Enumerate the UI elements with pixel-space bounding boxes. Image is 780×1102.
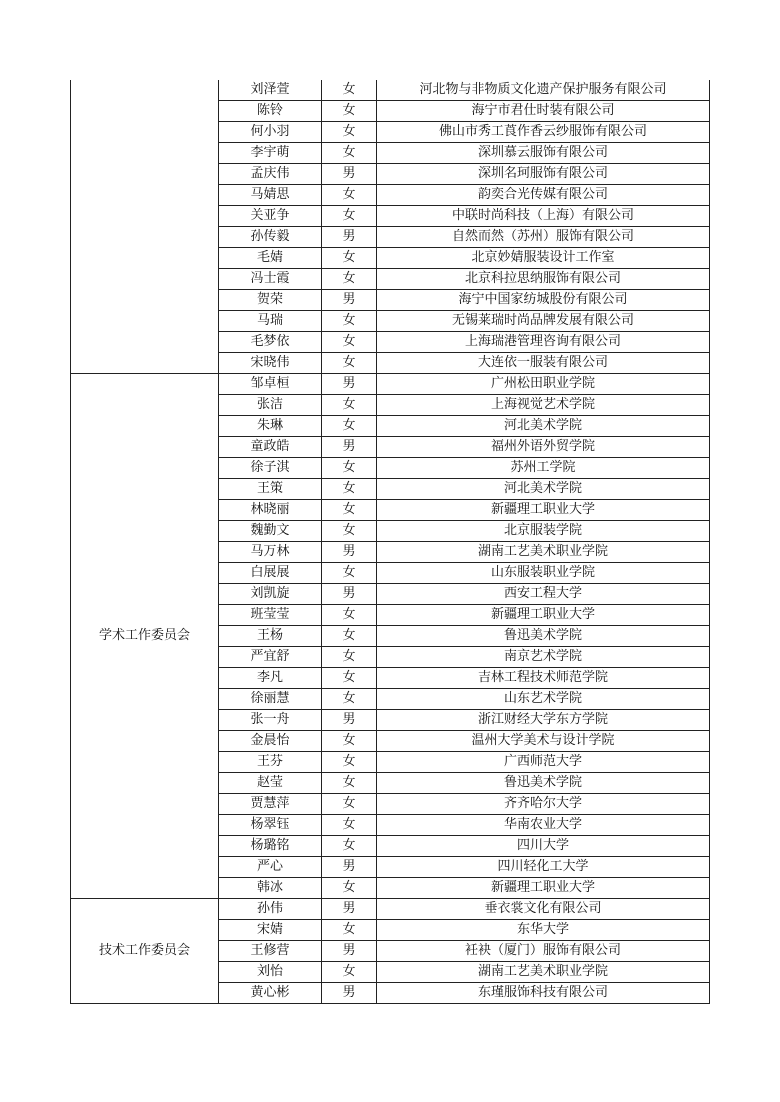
member-org-cell: 自然而然（苏州）服饰有限公司 bbox=[377, 227, 710, 248]
member-org-cell: 新疆理工职业大学 bbox=[377, 605, 710, 626]
member-sex-cell: 男 bbox=[322, 164, 377, 185]
member-org-cell: 上海视觉艺术学院 bbox=[377, 395, 710, 416]
member-sex-cell: 女 bbox=[322, 647, 377, 668]
member-name-cell: 邹卓桓 bbox=[219, 374, 322, 395]
member-sex-cell: 女 bbox=[322, 416, 377, 437]
member-name-cell: 张一舟 bbox=[219, 710, 322, 731]
member-name-cell: 李凡 bbox=[219, 668, 322, 689]
member-org-cell: 新疆理工职业大学 bbox=[377, 878, 710, 899]
member-org-cell: 四川大学 bbox=[377, 836, 710, 857]
member-org-cell: 湖南工艺美术职业学院 bbox=[377, 542, 710, 563]
member-sex-cell: 女 bbox=[322, 920, 377, 941]
member-name-cell: 关亚争 bbox=[219, 206, 322, 227]
member-name-cell: 刘怡 bbox=[219, 962, 322, 983]
member-sex-cell: 女 bbox=[322, 521, 377, 542]
member-org-cell: 佛山市秀工莨作香云纱服饰有限公司 bbox=[377, 122, 710, 143]
committee-cell bbox=[71, 80, 219, 374]
member-org-cell: 河北美术学院 bbox=[377, 479, 710, 500]
committee-cell: 技术工作委员会 bbox=[71, 899, 219, 1004]
member-sex-cell: 女 bbox=[322, 836, 377, 857]
member-sex-cell: 男 bbox=[322, 542, 377, 563]
table-row bbox=[71, 80, 710, 101]
member-sex-cell: 女 bbox=[322, 353, 377, 374]
member-sex-cell: 女 bbox=[322, 752, 377, 773]
member-sex-cell: 女 bbox=[322, 248, 377, 269]
member-org-cell: 海宁市君仕时装有限公司 bbox=[377, 101, 710, 122]
member-sex-cell: 女 bbox=[322, 731, 377, 752]
member-org-cell: 深圳慕云服饰有限公司 bbox=[377, 143, 710, 164]
member-name-cell: 贾慧萍 bbox=[219, 794, 322, 815]
member-org-cell: 韵奕合光传媒有限公司 bbox=[377, 185, 710, 206]
member-name-cell: 毛梦依 bbox=[219, 332, 322, 353]
member-sex-cell: 女 bbox=[322, 626, 377, 647]
member-name-cell: 宋晓伟 bbox=[219, 353, 322, 374]
member-sex-cell: 女 bbox=[322, 479, 377, 500]
member-name-cell: 金晨怡 bbox=[219, 731, 322, 752]
member-org-cell: 鲁迅美术学院 bbox=[377, 773, 710, 794]
member-org-cell: 鲁迅美术学院 bbox=[377, 626, 710, 647]
member-sex-cell: 女 bbox=[322, 773, 377, 794]
member-sex-cell: 女 bbox=[322, 80, 377, 101]
member-sex-cell: 男 bbox=[322, 710, 377, 731]
member-sex-cell: 女 bbox=[322, 332, 377, 353]
member-name-cell: 杨翠钰 bbox=[219, 815, 322, 836]
member-sex-cell: 女 bbox=[322, 143, 377, 164]
member-org-cell: 无锡莱瑞时尚品牌发展有限公司 bbox=[377, 311, 710, 332]
member-org-cell: 湖南工艺美术职业学院 bbox=[377, 962, 710, 983]
member-org-cell: 西安工程大学 bbox=[377, 584, 710, 605]
member-sex-cell: 女 bbox=[322, 269, 377, 290]
member-name-cell: 冯士霞 bbox=[219, 269, 322, 290]
member-sex-cell: 男 bbox=[322, 290, 377, 311]
member-org-cell: 东华大学 bbox=[377, 920, 710, 941]
member-name-cell: 班莹莹 bbox=[219, 605, 322, 626]
member-name-cell: 张洁 bbox=[219, 395, 322, 416]
member-org-cell: 中联时尚科技（上海）有限公司 bbox=[377, 206, 710, 227]
member-sex-cell: 女 bbox=[322, 206, 377, 227]
member-name-cell: 朱琳 bbox=[219, 416, 322, 437]
member-org-cell: 东瑾服饰科技有限公司 bbox=[377, 983, 710, 1004]
member-sex-cell: 女 bbox=[322, 101, 377, 122]
member-org-cell: 温州大学美术与设计学院 bbox=[377, 731, 710, 752]
member-name-cell: 刘凯旋 bbox=[219, 584, 322, 605]
member-org-cell: 上海瑞港管理咨询有限公司 bbox=[377, 332, 710, 353]
member-name-cell: 韩冰 bbox=[219, 878, 322, 899]
member-org-cell: 南京艺术学院 bbox=[377, 647, 710, 668]
member-name-cell: 赵莹 bbox=[219, 773, 322, 794]
member-org-cell: 垂衣裳文化有限公司 bbox=[377, 899, 710, 920]
member-name-cell: 孟庆伟 bbox=[219, 164, 322, 185]
member-org-cell: 浙江财经大学东方学院 bbox=[377, 710, 710, 731]
member-sex-cell: 男 bbox=[322, 584, 377, 605]
member-name-cell: 马万林 bbox=[219, 542, 322, 563]
member-org-cell: 吉林工程技术师范学院 bbox=[377, 668, 710, 689]
member-name-cell: 陈铃 bbox=[219, 101, 322, 122]
member-org-cell: 福州外语外贸学院 bbox=[377, 437, 710, 458]
member-org-cell: 北京科拉思纳服饰有限公司 bbox=[377, 269, 710, 290]
member-org-cell: 广西师范大学 bbox=[377, 752, 710, 773]
member-name-cell: 李宇萌 bbox=[219, 143, 322, 164]
member-name-cell: 王修营 bbox=[219, 941, 322, 962]
member-sex-cell: 女 bbox=[322, 668, 377, 689]
member-org-cell: 河北美术学院 bbox=[377, 416, 710, 437]
member-org-cell: 衽袂（厦门）服饰有限公司 bbox=[377, 941, 710, 962]
member-name-cell: 何小羽 bbox=[219, 122, 322, 143]
member-org-cell: 四川轻化工大学 bbox=[377, 857, 710, 878]
table-row bbox=[71, 374, 710, 395]
member-sex-cell: 女 bbox=[322, 815, 377, 836]
member-name-cell: 贺荣 bbox=[219, 290, 322, 311]
member-org-cell: 北京妙婧服装设计工作室 bbox=[377, 248, 710, 269]
member-sex-cell: 女 bbox=[322, 563, 377, 584]
member-org-cell: 广州松田职业学院 bbox=[377, 374, 710, 395]
member-name-cell: 黄心彬 bbox=[219, 983, 322, 1004]
member-org-cell: 北京服装学院 bbox=[377, 521, 710, 542]
member-name-cell: 刘泽萱 bbox=[219, 80, 322, 101]
member-sex-cell: 男 bbox=[322, 899, 377, 920]
member-name-cell: 徐子淇 bbox=[219, 458, 322, 479]
member-name-cell: 毛婧 bbox=[219, 248, 322, 269]
member-name-cell: 魏勤文 bbox=[219, 521, 322, 542]
member-name-cell: 王芬 bbox=[219, 752, 322, 773]
member-org-cell: 新疆理工职业大学 bbox=[377, 500, 710, 521]
member-org-cell: 华南农业大学 bbox=[377, 815, 710, 836]
member-name-cell: 白展展 bbox=[219, 563, 322, 584]
member-org-cell: 山东艺术学院 bbox=[377, 689, 710, 710]
member-sex-cell: 男 bbox=[322, 374, 377, 395]
member-sex-cell: 女 bbox=[322, 500, 377, 521]
table-body bbox=[71, 80, 710, 1004]
member-org-cell: 苏州工学院 bbox=[377, 458, 710, 479]
member-sex-cell: 男 bbox=[322, 857, 377, 878]
member-sex-cell: 女 bbox=[322, 122, 377, 143]
member-sex-cell: 男 bbox=[322, 941, 377, 962]
member-name-cell: 童政皓 bbox=[219, 437, 322, 458]
member-sex-cell: 女 bbox=[322, 458, 377, 479]
member-sex-cell: 女 bbox=[322, 185, 377, 206]
member-sex-cell: 男 bbox=[322, 227, 377, 248]
member-sex-cell: 女 bbox=[322, 878, 377, 899]
member-org-cell: 山东服装职业学院 bbox=[377, 563, 710, 584]
member-name-cell: 王杨 bbox=[219, 626, 322, 647]
member-name-cell: 王策 bbox=[219, 479, 322, 500]
member-name-cell: 徐丽慧 bbox=[219, 689, 322, 710]
member-sex-cell: 女 bbox=[322, 395, 377, 416]
member-name-cell: 严心 bbox=[219, 857, 322, 878]
table-row bbox=[71, 899, 710, 920]
member-sex-cell: 女 bbox=[322, 962, 377, 983]
member-name-cell: 杨璐铭 bbox=[219, 836, 322, 857]
member-name-cell: 孙伟 bbox=[219, 899, 322, 920]
member-name-cell: 林晓丽 bbox=[219, 500, 322, 521]
member-sex-cell: 男 bbox=[322, 983, 377, 1004]
member-name-cell: 马瑞 bbox=[219, 311, 322, 332]
member-name-cell: 马婧思 bbox=[219, 185, 322, 206]
member-sex-cell: 女 bbox=[322, 794, 377, 815]
member-sex-cell: 女 bbox=[322, 689, 377, 710]
committee-member-table bbox=[70, 80, 710, 1004]
member-org-cell: 大连依一服装有限公司 bbox=[377, 353, 710, 374]
member-sex-cell: 女 bbox=[322, 311, 377, 332]
member-org-cell: 海宁中国家纺城股份有限公司 bbox=[377, 290, 710, 311]
member-name-cell: 严宜舒 bbox=[219, 647, 322, 668]
member-org-cell: 深圳名珂服饰有限公司 bbox=[377, 164, 710, 185]
member-sex-cell: 女 bbox=[322, 605, 377, 626]
committee-cell: 学术工作委员会 bbox=[71, 374, 219, 899]
member-name-cell: 孙传毅 bbox=[219, 227, 322, 248]
member-sex-cell: 男 bbox=[322, 437, 377, 458]
member-name-cell: 宋婧 bbox=[219, 920, 322, 941]
member-org-cell: 齐齐哈尔大学 bbox=[377, 794, 710, 815]
member-org-cell: 河北物与非物质文化遗产保护服务有限公司 bbox=[377, 80, 710, 101]
